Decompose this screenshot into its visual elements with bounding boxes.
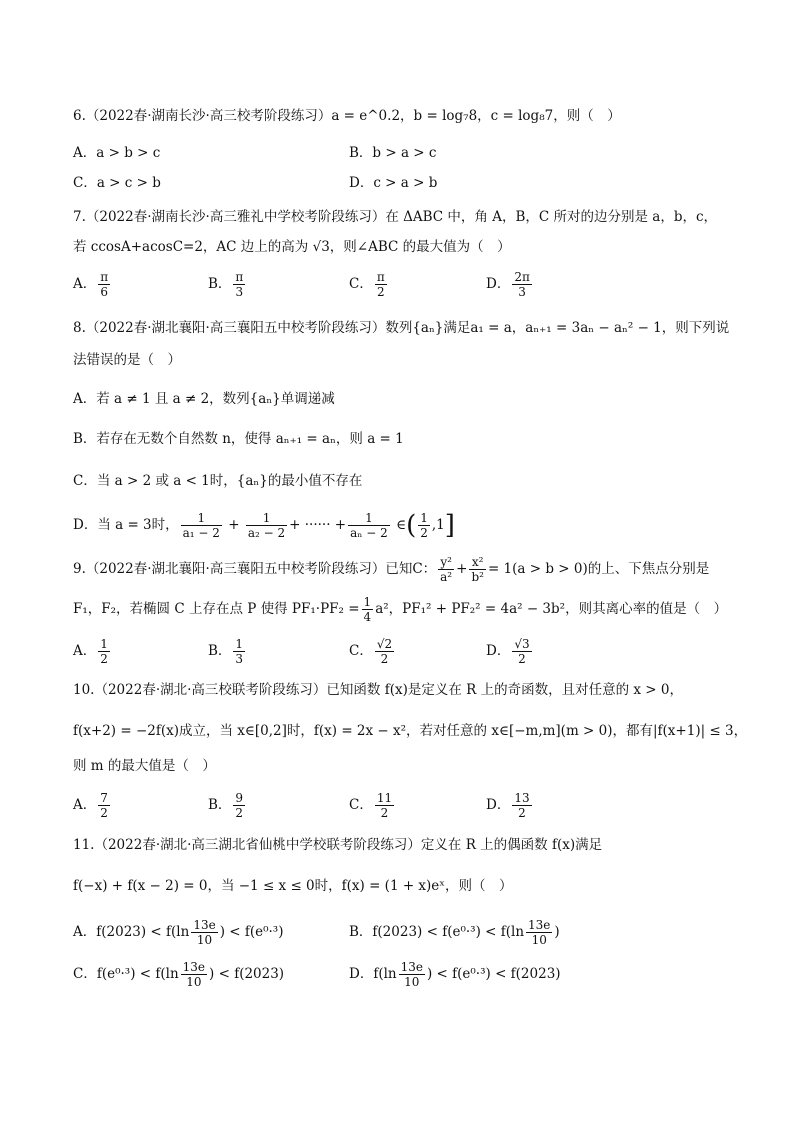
q8-option-b: B．若存在无数个自然数 n，使得 aₙ₊₁ = aₙ，则 a = 1	[73, 431, 404, 447]
q11-option-b: B．f(2023) < f(e⁰·³) < f(ln $\frac{13e}{10}$ )	[349, 918, 560, 947]
q10-stem-line2: f(x+2) = −2f(x)成立，当 x∈[0,2]时，f(x) = 2x − x²，若对任意的 x∈[−m,m](m > 0)，都有|f(x+1)| ≤ 3，	[73, 723, 748, 739]
q10-stem-line1: 10.（2022春·湖北·高三校联考阶段练习）已知函数 f(x)是定义在 R 上的奇函数，且对任意的 x > 0，	[73, 682, 683, 698]
q7-stem-line2: 若 ccosA+acosC=2，AC 边上的高为 √3，则∠ABC 的最大值为（ ）	[73, 239, 511, 255]
q9-option-d: D． $\frac{√3}{2}$	[486, 637, 530, 666]
q7-option-c: C． $\frac{\pi}{2}$	[349, 270, 385, 299]
q7-option-d: D． $\frac{2\pi}{3}$	[486, 270, 530, 299]
q7-stem-line1: 7.（2022春·湖南长沙·高三雅礼中学校考阶段练习）在 ΔABC 中，角 A，B，C 所对的边分别是 a，b，c，	[73, 209, 718, 225]
q11-option-d: D．f(ln $\frac{13e}{10}$ ) < f(e⁰·³) < f(2023)	[349, 960, 561, 989]
q10-option-c: C． $\frac{11}{2}$	[349, 791, 393, 820]
q9-option-b: B． $\frac{1}{3}$	[208, 637, 244, 666]
q11-option-c: C．f(e⁰·³) < f(ln $\frac{13e}{10}$ ) < f(2023)	[73, 960, 285, 989]
q9-stem-line1: 9.（2022春·湖北襄阳·高三襄阳五中校考阶段练习）已知C： $\frac{\text{y²}}{\text{a²}}$ + $\frac{\text{x²}}{\text{b²}}$ = 1(a > b > 0)的上、下焦点分别是	[73, 555, 710, 584]
q6-option-d: D．c > a > b	[349, 175, 438, 191]
q9-option-c: C． $\frac{√2}{2}$	[349, 637, 393, 666]
q10-stem-line3: 则 m 的最大值是（ ）	[73, 758, 216, 774]
q7-option-a: A． $\frac{\pi}{6}$	[73, 270, 109, 299]
q9-stem-line2: F₁，F₂，若椭圆 C 上存在点 P 使得 PF₁·PF₂ = $\frac{1}{4}$ a²，PF₁² + PF₂² = 4a² − 3b²，则其离心率的值是（ ）	[73, 595, 728, 624]
q11-option-a: A．f(2023) < f(ln $\frac{13e}{10}$ ) < f(e⁰·³)	[73, 918, 284, 947]
q10-option-d: D． $\frac{13}{2}$	[486, 791, 530, 820]
q8-stem-line1: 8.（2022春·湖北襄阳·高三襄阳五中校考阶段练习）数列{aₙ}满足a₁ = a，aₙ₊₁ = 3aₙ − aₙ² − 1，则下列说	[73, 320, 730, 336]
q11-stem-line2: f(−x) + f(x − 2) = 0，当 −1 ≤ x ≤ 0时，f(x) = (1 + x)eˣ，则（ ）	[73, 878, 513, 894]
q9-option-a: A． $\frac{1}{2}$	[73, 637, 108, 666]
q6-option-c: C．a > c > b	[73, 175, 161, 191]
q6-stem: 6.（2022春·湖南长沙·高三校考阶段练习）a = e^0.2，b = log₇8，c = log₈7，则（ ）	[73, 108, 621, 124]
q6-option-b: B．b > a > c	[349, 145, 437, 161]
q11-stem-line1: 11.（2022春·湖北·高三湖北省仙桃中学校联考阶段练习）定义在 R 上的偶函数 f(x)满足	[73, 837, 603, 853]
q8-stem-line2: 法错误的是（ ）	[73, 352, 181, 368]
q7-option-b: B． $\frac{\pi}{3}$	[208, 270, 244, 299]
q10-option-b: B． $\frac{9}{2}$	[208, 791, 244, 820]
q8-option-c: C．当 a > 2 或 a < 1时，{aₙ}的最小值不存在	[73, 473, 363, 489]
q6-option-a: A．a > b > c	[73, 145, 161, 161]
q10-option-a: A． $\frac{7}{2}$	[73, 791, 108, 820]
q8-option-d: D．当 a = 3时， $\frac{1}{\text{a₁ − 2}}$ + $\frac{1}{\text{a₂ − 2}}$ + ······ + $\frac{1}{\text{aₙ − 2}}$ ∈( $\frac{1}{2}$ ,1]	[73, 510, 455, 541]
q8-option-a: A．若 a ≠ 1 且 a ≠ 2，数列{aₙ}单调递减	[73, 391, 335, 407]
